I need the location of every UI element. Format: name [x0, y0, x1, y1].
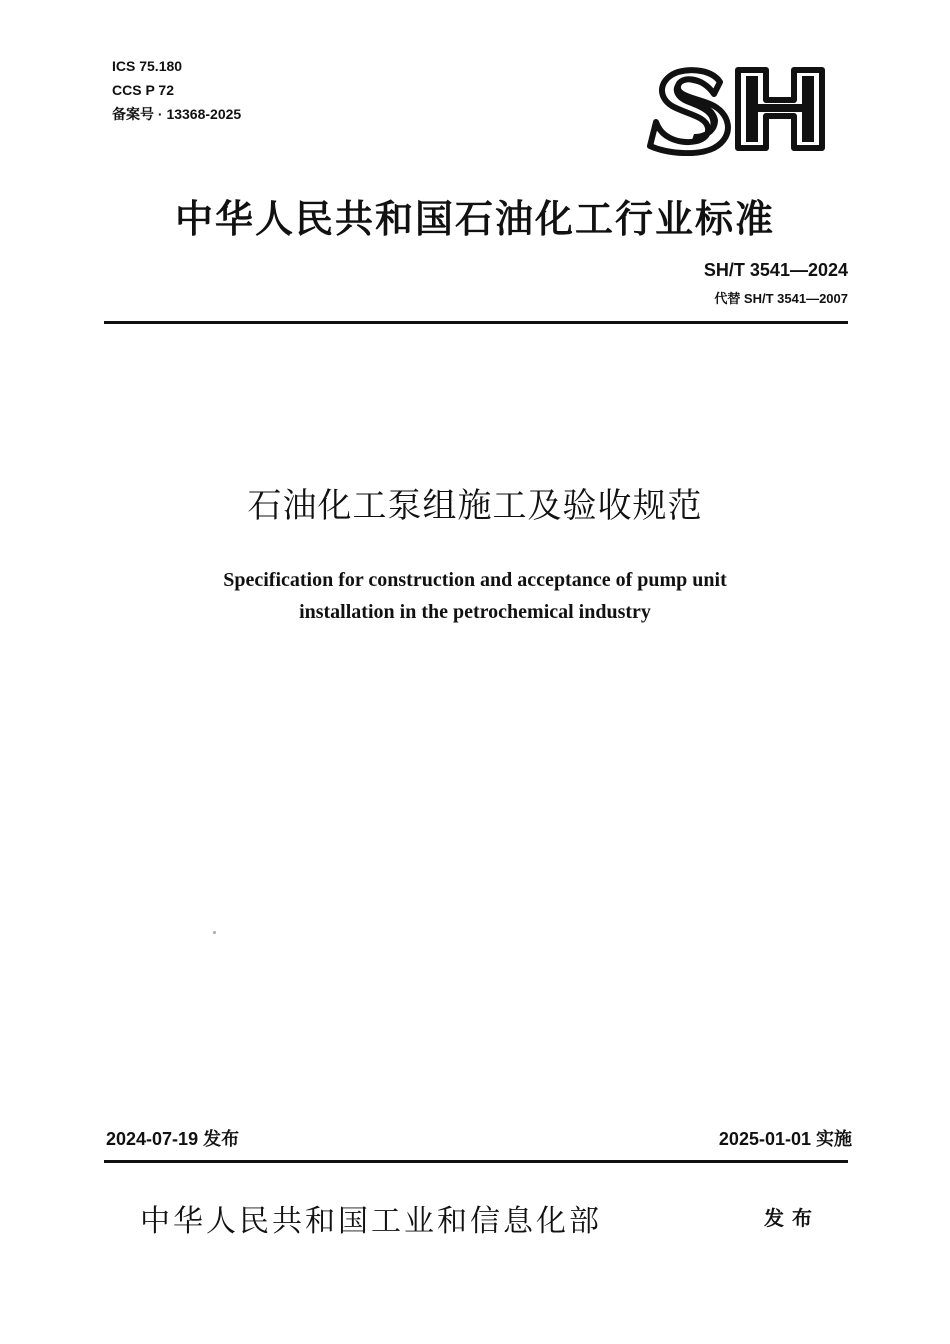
english-title-line-1: Specification for construction and acceptance of pump unit — [223, 569, 727, 591]
ics-code: ICS 75.180 — [112, 58, 183, 74]
bottom-divider — [104, 1160, 848, 1163]
standard-number: SH/T 3541—2024 — [703, 260, 848, 280]
scan-speck — [213, 931, 216, 934]
effective-date: 2025-01-01 实施 — [718, 1129, 852, 1149]
standard-metadata — [112, 54, 241, 126]
issue-date: 2024-07-19 发布 — [106, 1129, 240, 1149]
document-title-chinese: 石油化工泵组施工及验收规范 — [247, 486, 703, 526]
document-title-english — [0, 564, 950, 628]
replaced-standard: 代替 SH/T 3541—2007 — [714, 291, 848, 306]
ccs-code: CCS P 72 — [112, 82, 174, 98]
english-title-line-2: installation in the petrochemical industry — [299, 601, 651, 623]
publish-label: 发布 — [764, 1206, 820, 1230]
publisher-name: 中华人民共和国工业和信息化部 — [140, 1204, 602, 1239]
top-divider — [104, 321, 848, 324]
record-number: 备案号 · 13368-2025 — [112, 106, 242, 122]
sh-logo — [642, 60, 832, 156]
standard-category-title: 中华人民共和国石油化工行业标准 — [174, 197, 775, 241]
